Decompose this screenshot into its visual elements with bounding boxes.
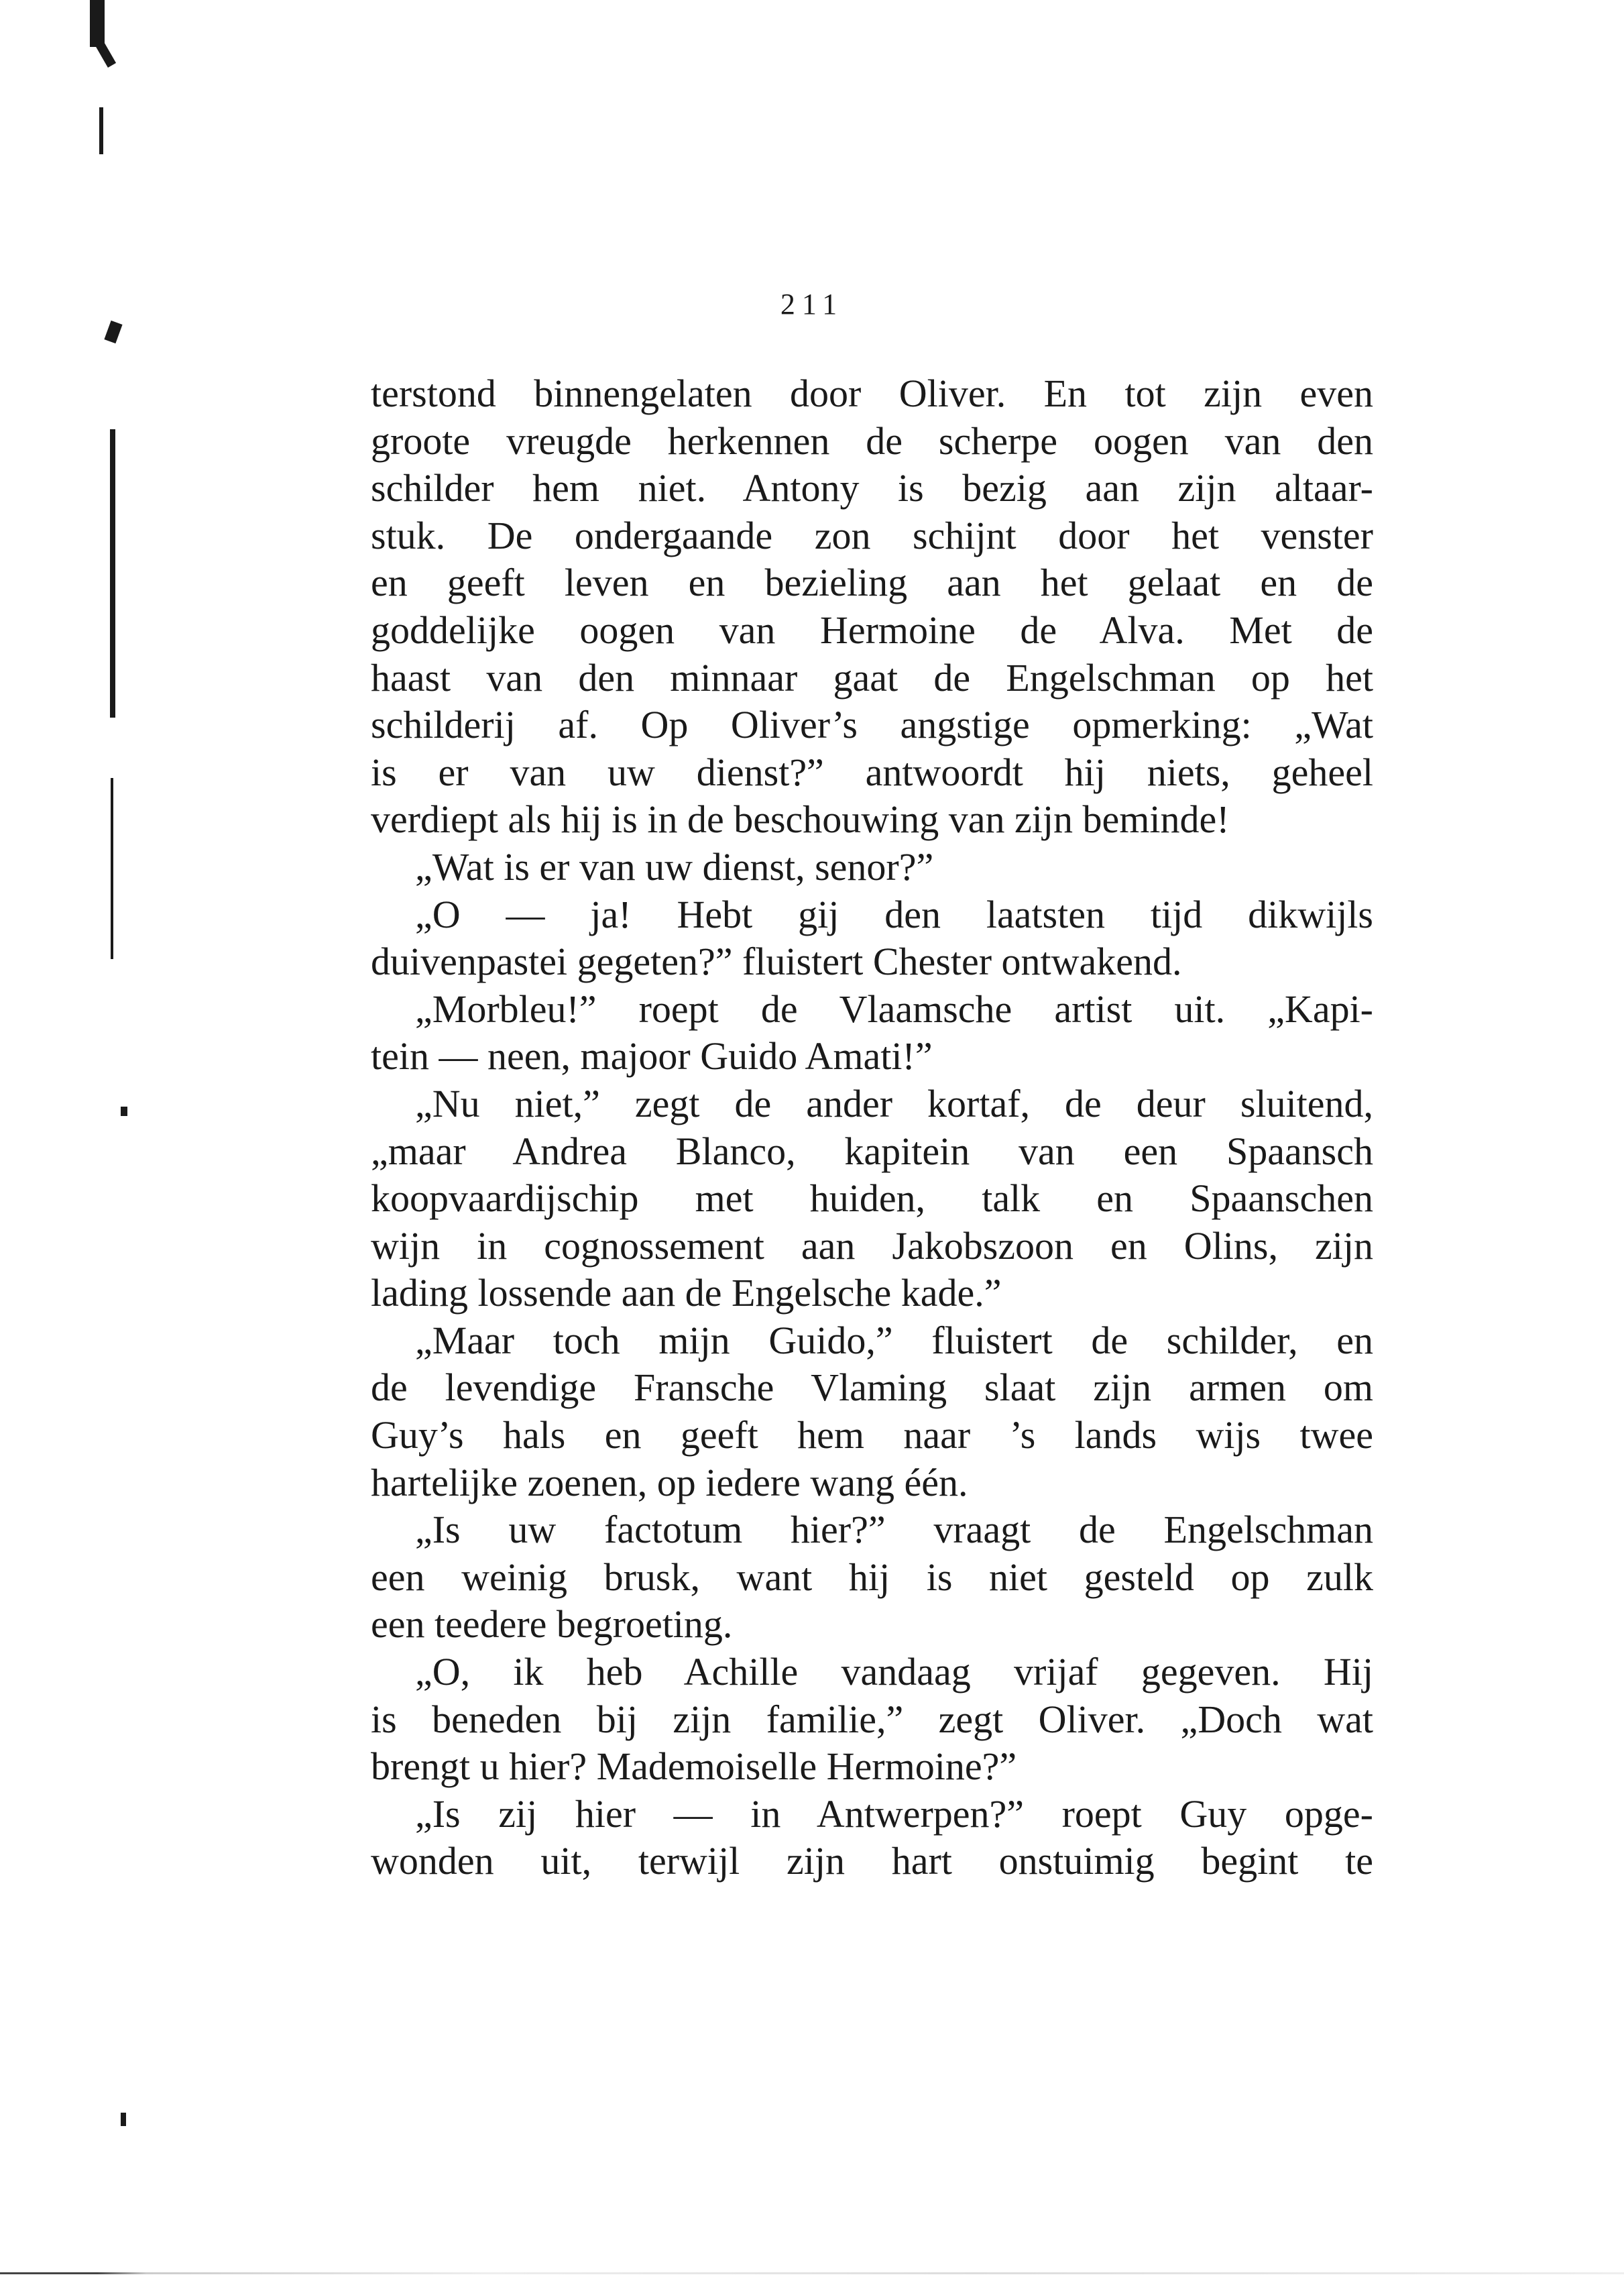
text-line: lading lossende aan de Engelsche kade.” bbox=[371, 1271, 1002, 1315]
text-line: en geeft leven en bezieling aan het gelaat en de bbox=[371, 561, 1373, 605]
scan-artifact-top-3 bbox=[99, 107, 103, 154]
text-line: „maar Andrea Blanco, kapitein van een Spaansch bbox=[371, 1129, 1373, 1173]
text-line: schilder hem niet. Antony is bezig aan zijn altaar- bbox=[371, 466, 1373, 510]
text-line: „O, ik heb Achille vandaag vrijaf gegeven. Hij bbox=[415, 1650, 1373, 1694]
scan-artifact-bar-mid bbox=[111, 778, 113, 959]
scan-edge-artifact bbox=[0, 2272, 1624, 2274]
text-line: koopvaardijschip met huiden, talk en Spaanschen bbox=[371, 1176, 1373, 1221]
text-line: „Is uw factotum hier?” vraagt de Engelschman bbox=[415, 1508, 1373, 1552]
scan-artifact-bar-long bbox=[110, 429, 115, 718]
text-line: „Wat is er van uw dienst, senor?” bbox=[415, 844, 934, 889]
text-line: „Is zij hier — in Antwerpen?” roept Guy opge- bbox=[415, 1791, 1373, 1836]
text-line: wijn in cognossement aan Jakobszoon en Olins, zijn bbox=[371, 1223, 1373, 1268]
text-line: een weinig brusk, want hij is niet gesteld op zulk bbox=[371, 1555, 1373, 1599]
text-line: brengt u hier? Mademoiselle Hermoine?” bbox=[371, 1744, 1017, 1789]
text-line: „Nu niet,” zegt de ander kortaf, de deur sluitend, bbox=[415, 1081, 1373, 1125]
text-line: „Maar toch mijn Guido,” fluistert de schilder, en bbox=[415, 1318, 1373, 1362]
text-line: verdiept als hij is in de beschouwing van zijn beminde! bbox=[371, 797, 1230, 842]
scan-artifact-mark bbox=[104, 321, 122, 343]
text-line: terstond binnengelaten door Oliver. En tot zijn even bbox=[371, 372, 1373, 415]
text-line: hartelijke zoenen, op iedere wang één. bbox=[371, 1460, 968, 1504]
text-line: Guy’s hals en geeft hem naar ’s lands wijs twee bbox=[371, 1413, 1373, 1457]
text-line: is beneden bij zijn familie,” zegt Oliver. „Doch wat bbox=[371, 1697, 1373, 1741]
scan-artifact-top-2 bbox=[95, 40, 116, 68]
text-line: haast van den minnaar gaat de Engelschman op het bbox=[371, 655, 1373, 700]
text-line: stuk. De ondergaande zon schijnt door het venster bbox=[371, 513, 1373, 557]
text-line: duivenpastei gegeten?” fluistert Chester ontwakend. bbox=[371, 940, 1182, 984]
text-line: tein — neen, majoor Guido Amati!” bbox=[371, 1034, 933, 1078]
scan-artifact-dot-2 bbox=[121, 2113, 126, 2126]
text-line: schilderij af. Op Oliver’s angstige opmerking: „Wat bbox=[371, 703, 1373, 747]
text-line: „Morbleu!” roept de Vlaamsche artist uit. „Kapi- bbox=[415, 987, 1373, 1031]
text-line: groote vreugde herkennen de scherpe oogen van den bbox=[371, 419, 1373, 463]
text-line: een teedere begroeting. bbox=[371, 1602, 733, 1647]
text-line: goddelijke oogen van Hermoine de Alva. Met de bbox=[371, 608, 1373, 652]
text-line: is er van uw dienst?” antwoordt hij niets, geheel bbox=[371, 750, 1373, 794]
scan-artifact-dot bbox=[121, 1107, 127, 1116]
body-text bbox=[371, 370, 1373, 1885]
text-line: „O — ja! Hebt gij den laatsten tijd dikwijls bbox=[415, 892, 1373, 936]
text-line: de levendige Fransche Vlaming slaat zijn armen om bbox=[371, 1366, 1373, 1410]
page-number: 211 bbox=[780, 288, 844, 321]
text-line: wonden uit, terwijl zijn hart onstuimig begint te bbox=[371, 1839, 1373, 1883]
